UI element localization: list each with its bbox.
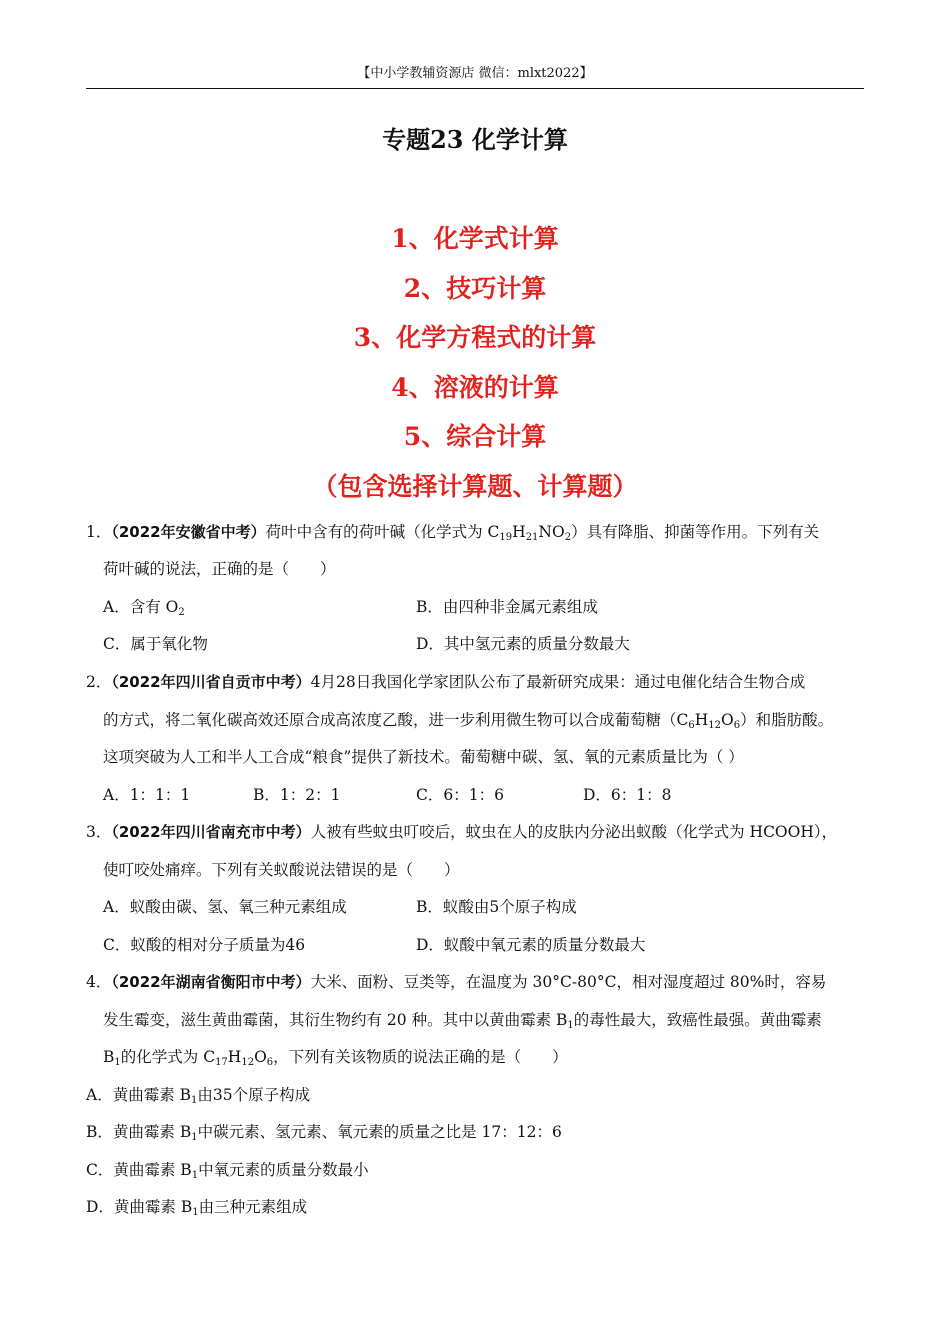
question-2-option-c: C．6：1：6 xyxy=(416,786,504,804)
topic-list xyxy=(0,220,950,517)
question-text: 的方式，将二氧化碳高效还原合成高浓度乙酸，进一步利用微生物可以合成葡萄糖（C xyxy=(103,711,689,729)
question-text: H xyxy=(227,1048,242,1066)
question-3-option-a: A．蚁酸由碳、氢、氧三种元素组成 xyxy=(103,898,347,916)
question-2-line-3: 这项突破为人工和半人工合成“粮食”提供了新技术。葡萄糖中碳、氢、氧的元素质量比为（ ） xyxy=(103,748,744,766)
question-1-option-c: C．属于氧化物 xyxy=(103,635,208,653)
subscript: 6 xyxy=(733,720,741,731)
subscript: 1 xyxy=(114,1057,121,1068)
question-text: 荷叶中含有的荷叶碱（化学式为 C xyxy=(265,523,500,541)
option-text: A．黄曲霉素 B xyxy=(86,1086,192,1104)
option-text: 由三种元素组成 xyxy=(198,1198,308,1216)
question-text: O xyxy=(254,1048,267,1066)
question-3-option-c: C．蚁酸的相对分子质量为46 xyxy=(103,936,306,954)
question-text: H xyxy=(512,523,526,541)
question-4-option-c xyxy=(86,1158,369,1180)
subscript: 6 xyxy=(688,720,695,731)
subscript: 12 xyxy=(241,1057,255,1068)
question-2-option-b: B．1：2：1 xyxy=(253,786,341,804)
topic-item: 3、化学方程式的计算 xyxy=(353,323,597,352)
question-4-option-d xyxy=(86,1195,307,1217)
subscript: 2 xyxy=(564,532,572,543)
subscript: 1 xyxy=(191,1095,198,1106)
subscript: 1 xyxy=(192,1207,199,1218)
question-1-option-a xyxy=(103,595,185,617)
question-text: ）具有降脂、抑菌等作用。下列有关 xyxy=(571,523,820,541)
question-text: 大米、面粉、豆类等，在温度为 30°C-80°C，相对湿度超过 80%时，容易 xyxy=(310,973,827,991)
question-text: O xyxy=(721,711,734,729)
question-text: 的化学式为 C xyxy=(120,1048,216,1066)
question-text: ，下列有关该物质的说法正确的是（ ） xyxy=(273,1048,568,1066)
question-3-line-1 xyxy=(86,820,837,842)
topic-item: 2、技巧计算 xyxy=(403,273,547,303)
question-text: B xyxy=(103,1048,115,1066)
question-text: 发生霉变，滋生黄曲霉菌，其衍生物约有 20 种。其中以黄曲霉素 B xyxy=(103,1011,568,1029)
question-1-line-2: 荷叶碱的说法，正确的是（ ） xyxy=(103,560,336,578)
question-4-line-3 xyxy=(103,1045,568,1067)
subscript: 19 xyxy=(499,532,513,543)
subscript: 1 xyxy=(191,1170,199,1181)
question-number: 4． xyxy=(86,973,112,991)
option-text: 由35个原子构成 xyxy=(197,1086,311,1104)
question-3-option-d: D．蚁酸中氧元素的质量分数最大 xyxy=(416,936,646,954)
option-text: 中氧元素的质量分数最小 xyxy=(198,1161,369,1179)
subscript: 2 xyxy=(178,607,185,618)
subscript: 1 xyxy=(567,1020,574,1031)
option-text: A．含有 O xyxy=(103,598,179,616)
question-1-line-1 xyxy=(86,520,819,542)
question-source: （2022年四川省自贡市中考） xyxy=(111,673,311,691)
question-source: （2022年安徽省中考） xyxy=(111,523,266,541)
question-4-line-1 xyxy=(86,970,826,992)
question-1-option-b: B．由四种非金属元素组成 xyxy=(416,598,598,616)
question-2-line-2 xyxy=(103,708,833,730)
topic-note: （包含选择计算题、计算题） xyxy=(312,471,638,501)
subscript: 1 xyxy=(191,1132,198,1143)
option-text: C．黄曲霉素 B xyxy=(86,1161,192,1179)
option-text: 中碳元素、氢元素、氧元素的质量之比是 17：12：6 xyxy=(197,1123,562,1141)
question-2-option-a: A．1：1：1 xyxy=(103,786,191,804)
option-text: D．黄曲霉素 B xyxy=(86,1198,193,1216)
question-text: 人被有些蚊虫叮咬后，蚊虫在人的皮肤内分泌出蚁酸（化学式为 HCOOH）， xyxy=(310,823,838,841)
topic-item: 1、化学式计算 xyxy=(391,224,559,253)
question-3-line-2: 使叮咬处痛痒。下列有关蚁酸说法错误的是（ ） xyxy=(103,861,460,879)
topic-item: 4、溶液的计算 xyxy=(391,372,559,402)
subscript: 12 xyxy=(708,720,722,731)
subscript: 21 xyxy=(525,532,539,543)
question-number: 1． xyxy=(86,523,112,541)
question-2-option-d: D．6：1：8 xyxy=(583,786,672,804)
question-4-line-2 xyxy=(103,1008,822,1030)
question-2-line-1 xyxy=(86,670,805,692)
question-4-option-a xyxy=(86,1083,310,1105)
subscript: 6 xyxy=(266,1057,274,1068)
question-text: H xyxy=(694,711,709,729)
question-3-option-b: B．蚁酸由5个原子构成 xyxy=(416,898,577,916)
question-4-option-b xyxy=(86,1120,562,1142)
question-text: ）和脂肪酸。 xyxy=(740,711,834,729)
question-number: 3． xyxy=(86,823,112,841)
question-text: NO xyxy=(538,523,565,541)
question-number: 2． xyxy=(86,673,112,691)
question-text: 的毒性最大，致癌性最强。黄曲霉素 xyxy=(573,1011,822,1029)
page-header: 【中小学教辅资源店 微信：mlxt2022】 xyxy=(357,66,593,81)
question-text: 4月28日我国化学家团队公布了最新研究成果：通过电催化结合生物合成 xyxy=(310,673,806,691)
header-divider xyxy=(86,88,864,89)
option-text: B．黄曲霉素 B xyxy=(86,1123,192,1141)
page-title: 专题23 化学计算 xyxy=(382,125,568,154)
topic-item: 5、综合计算 xyxy=(403,422,547,451)
question-source: （2022年湖南省衡阳市中考） xyxy=(111,973,311,991)
subscript: 17 xyxy=(215,1057,228,1068)
question-1-option-d: D．其中氢元素的质量分数最大 xyxy=(416,635,630,653)
question-source: （2022年四川省南充市中考） xyxy=(111,823,311,841)
